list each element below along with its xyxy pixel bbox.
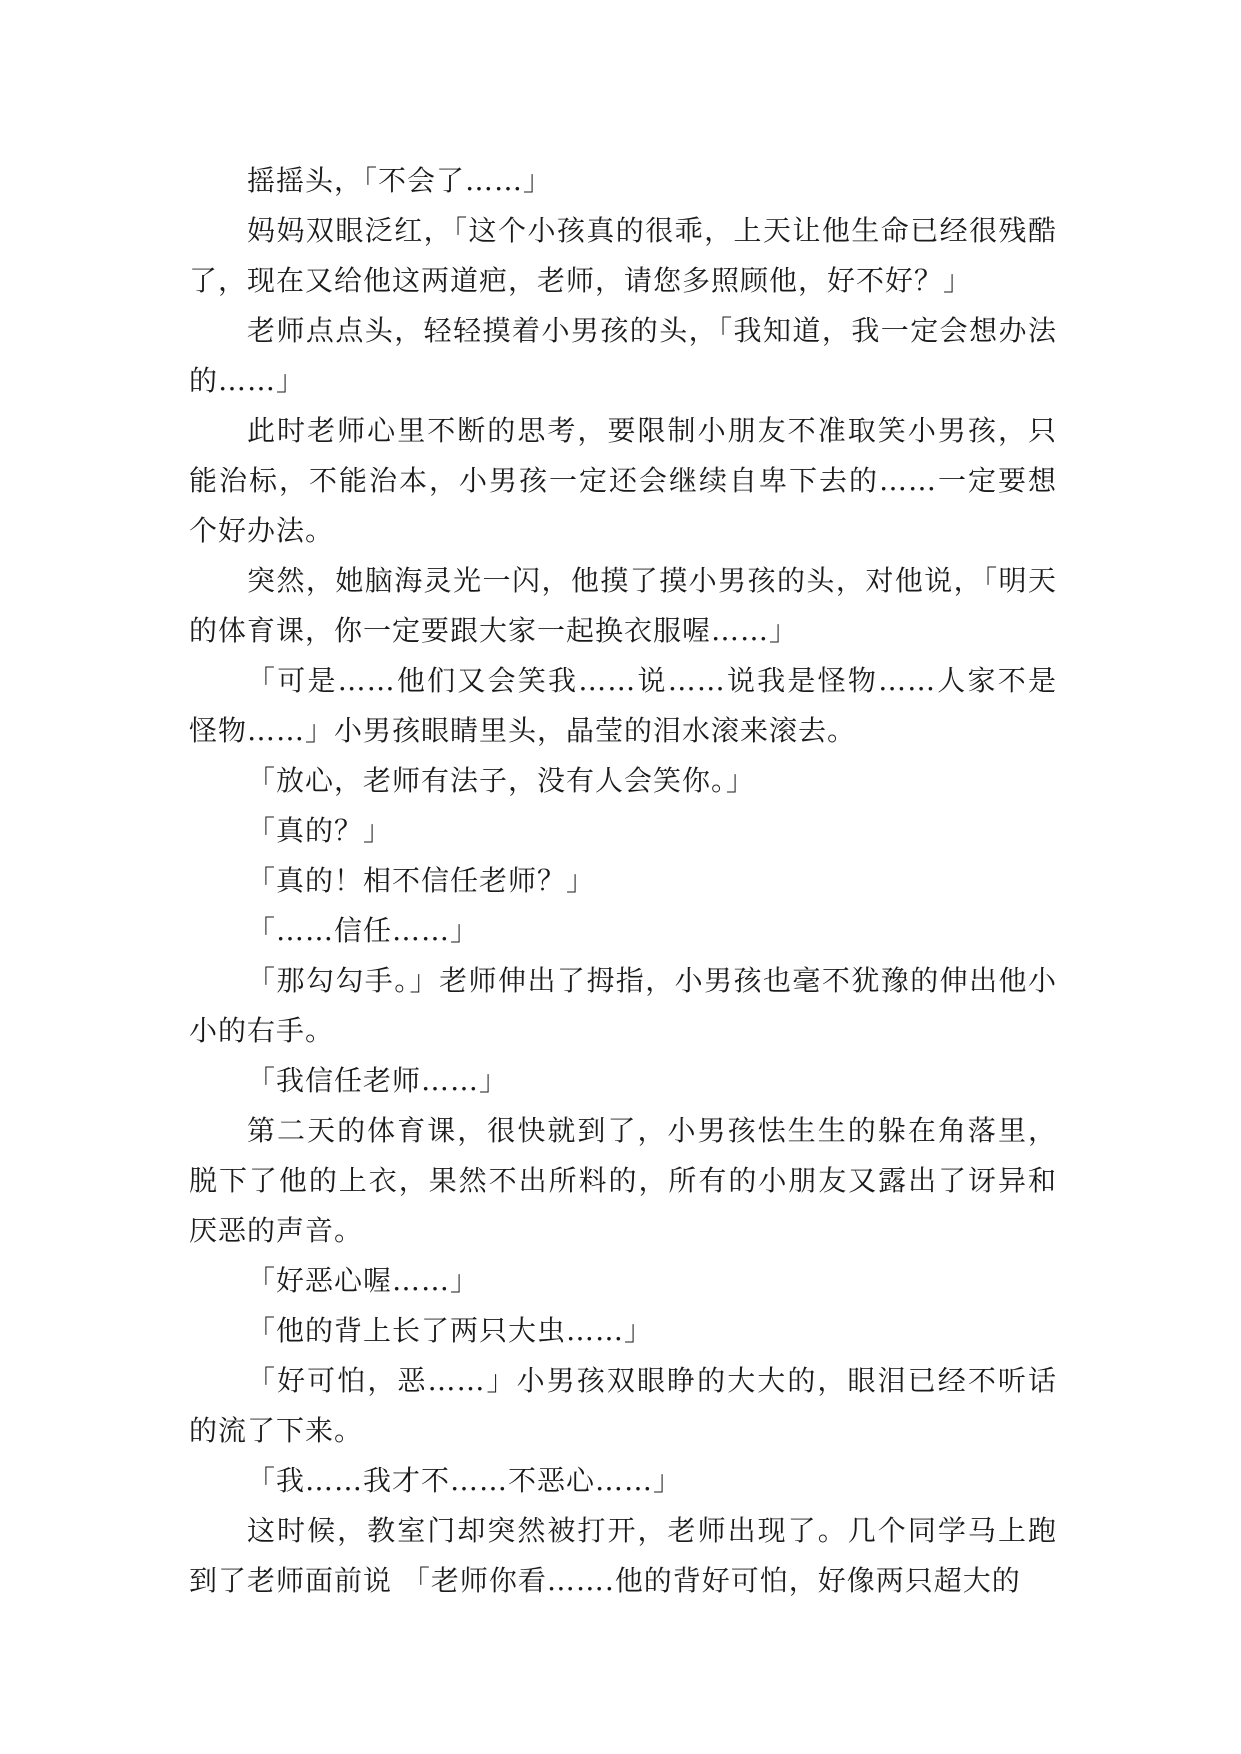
paragraph: 「他的背上长了两只大虫……」 xyxy=(247,1314,654,1347)
paragraph: 老师点点头，轻轻摸着小男孩的头，「我知道，我一定会想办法的……」 xyxy=(189,314,1057,397)
story-text xyxy=(189,156,1057,1606)
paragraph: 「好恶心喔……」 xyxy=(247,1264,480,1297)
paragraph: 妈妈双眼泛红，「这个小孩真的很乖，上天让他生命已经很残酷了，现在又给他这两道疤，老师，请您多照顾他，好不好？」 xyxy=(189,214,1057,297)
paragraph: 此时老师心里不断的思考，要限制小朋友不准取笑小男孩，只能治标，不能治本，小男孩一定还会继续自卑下去的……一定要想个好办法。 xyxy=(189,414,1057,547)
paragraph: 「好可怕，恶……」小男孩双眼睁的大大的，眼泪已经不听话的流了下来。 xyxy=(189,1364,1057,1447)
paragraph: 突然，她脑海灵光一闪，他摸了摸小男孩的头，对他说，「明天的体育课，你一定要跟大家一起换衣服喔……」 xyxy=(189,564,1057,647)
paragraph: 「真的？」 xyxy=(247,814,393,847)
paragraph: 「真的！相不信任老师？」 xyxy=(247,864,596,897)
paragraph: 「我信任老师……」 xyxy=(247,1064,509,1097)
paragraph: 这时候，教室门却突然被打开，老师出现了。几个同学马上跑到了老师面前说 「老师你看…….他的背好可怕，好像两只超大的 xyxy=(189,1514,1057,1597)
paragraph: 「可是……他们又会笑我……说……说我是怪物……人家不是怪物……」小男孩眼睛里头，晶莹的泪水滚来滚去。 xyxy=(189,664,1057,747)
paragraph: 「放心，老师有法子，没有人会笑你。」 xyxy=(247,764,756,797)
paragraph: 「……信任……」 xyxy=(247,914,480,947)
paragraph: 摇摇头，「不会了……」 xyxy=(247,164,553,197)
paragraph: 第二天的体育课，很快就到了，小男孩怯生生的躲在角落里，脱下了他的上衣，果然不出所料的，所有的小朋友又露出了讶异和厌恶的声音。 xyxy=(189,1114,1057,1247)
paragraph: 「那勾勾手。」老师伸出了拇指，小男孩也毫不犹豫的伸出他小小的右手。 xyxy=(189,964,1057,1047)
paragraph: 「我……我才不……不恶心……」 xyxy=(247,1464,683,1497)
